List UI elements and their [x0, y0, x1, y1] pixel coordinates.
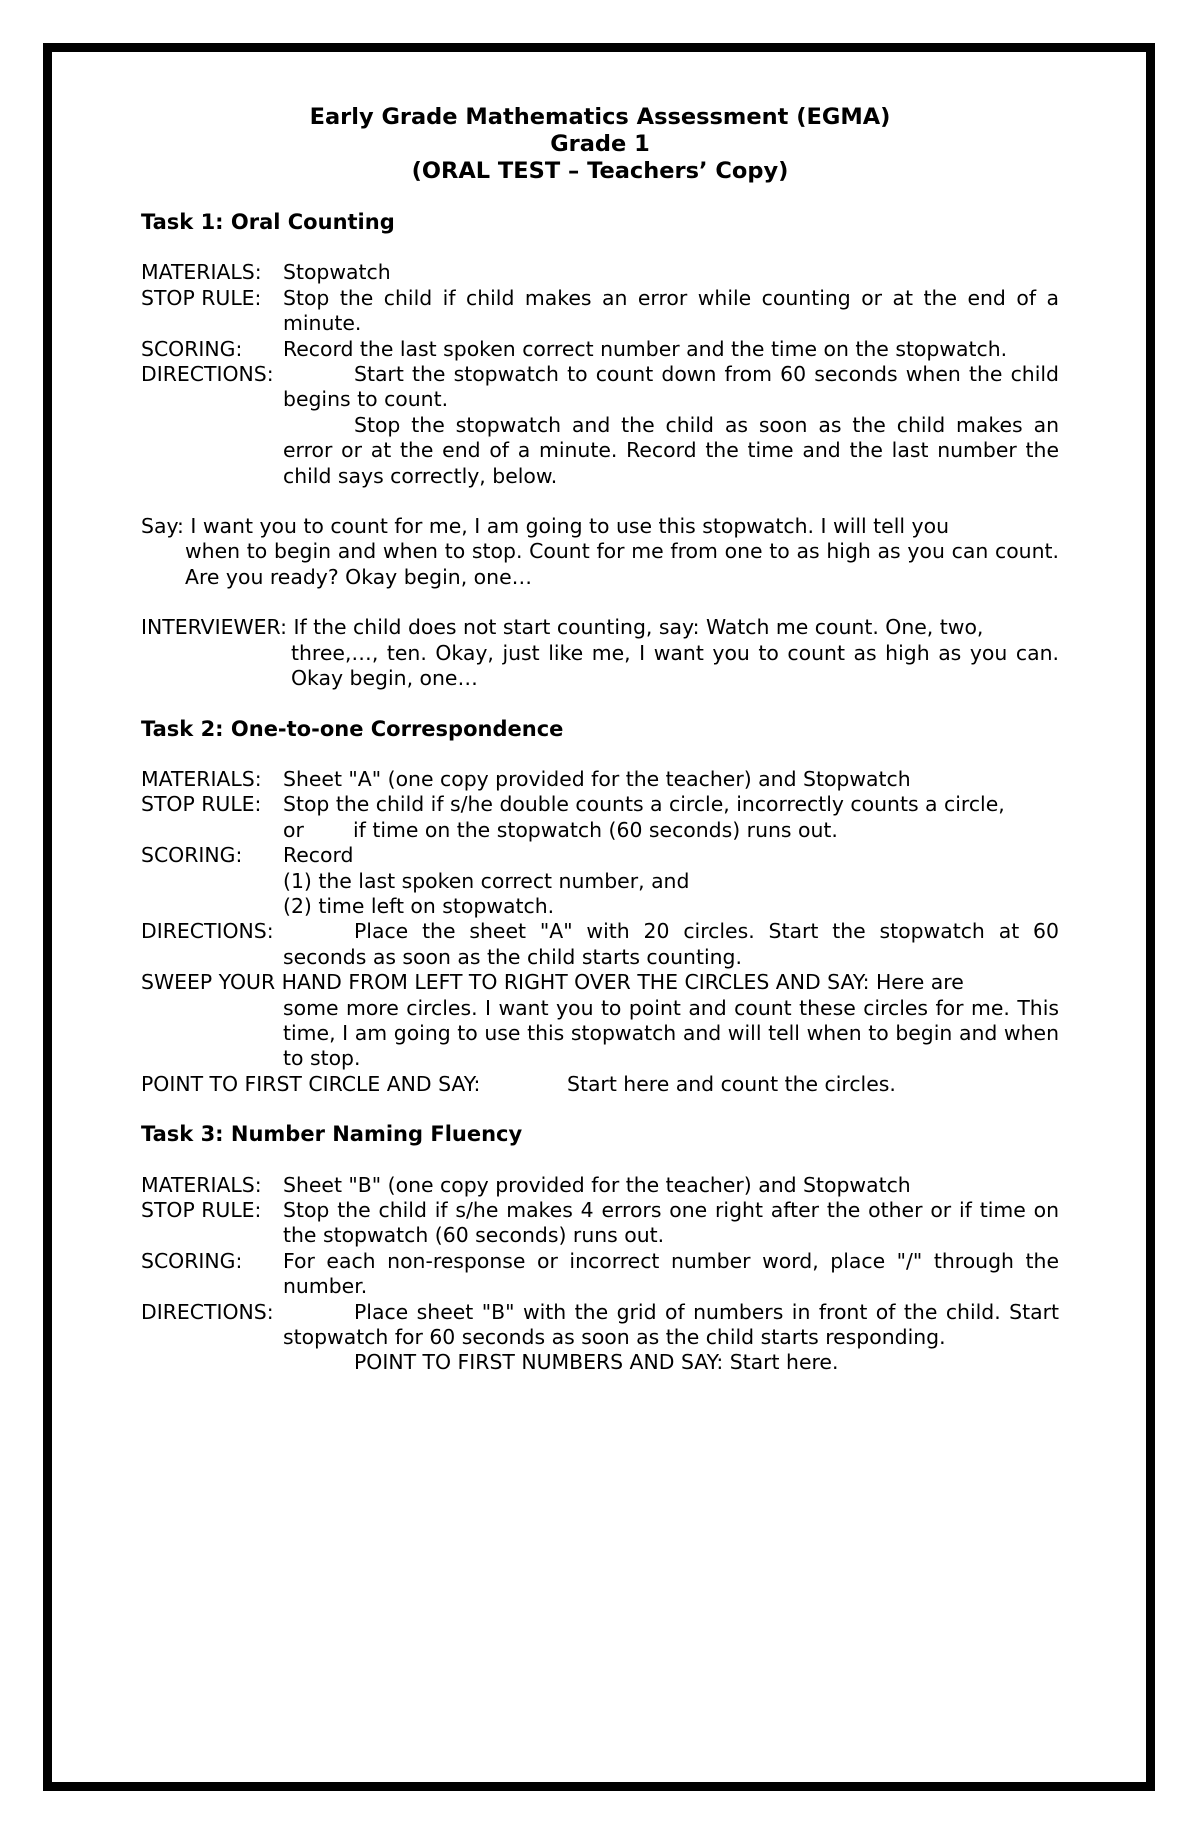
directions-label: DIRECTIONS: — [141, 362, 274, 387]
scoring-value: Record — [283, 843, 354, 868]
document-title — [141, 104, 1059, 185]
document-body — [141, 104, 1059, 1376]
scoring-label: SCORING: — [141, 843, 243, 868]
materials-value: Sheet "B" (one copy provided for the teacher) and Stopwatch — [283, 1172, 911, 1197]
task1-scoring — [141, 337, 1059, 362]
task1-heading: Task 1: Oral Counting — [141, 210, 395, 234]
stop-rule-or: or — [283, 817, 304, 842]
task1-say-continuation: when to begin and when to stop. Count for me from one to as high as you can count. Are you ready? Okay begin, one… — [185, 539, 1059, 589]
stop-rule-line-2: if time on the stopwatch (60 seconds) runs out. — [353, 817, 838, 842]
scoring-label: SCORING: — [141, 1248, 243, 1273]
scoring-item-2: (2) time left on stopwatch. — [283, 893, 555, 918]
title-line-3: (ORAL TEST – Teachers’ Copy) — [411, 158, 789, 184]
title-line-2: Grade 1 — [550, 131, 650, 157]
materials-value: Stopwatch — [283, 260, 391, 285]
materials-label: MATERIALS: — [141, 260, 262, 285]
task1-stop-rule — [141, 286, 1059, 337]
materials-label: MATERIALS: — [141, 1172, 262, 1197]
stop-rule-value: Stop the child if child makes an error while counting or at the end of a minute. — [283, 285, 1059, 336]
stop-rule-label: STOP RULE: — [141, 792, 262, 817]
task1-materials — [141, 260, 1059, 285]
materials-label: MATERIALS: — [141, 766, 262, 791]
task2-materials — [141, 767, 1059, 792]
directions-label: DIRECTIONS: — [141, 1299, 274, 1324]
stop-rule-line-1: Stop the child if s/he double counts a circle, incorrectly counts a circle, — [283, 792, 1005, 817]
scoring-value: For each non-response or incorrect number word, place "/" through the number. — [283, 1248, 1059, 1299]
task3-heading: Task 3: Number Naming Fluency — [141, 1122, 523, 1147]
title-line-1: Early Grade Mathematics Assessment (EGMA) — [309, 104, 891, 130]
point-label: POINT TO FIRST CIRCLE AND SAY: — [141, 1071, 481, 1096]
point-value: Start here and count the circles. — [567, 1071, 896, 1096]
materials-value: Sheet "A" (one copy provided for the teacher) and Stopwatch — [283, 766, 911, 791]
task2-scoring — [141, 843, 1059, 919]
point-instruction: POINT TO FIRST NUMBERS AND SAY: Start here. — [354, 1350, 839, 1375]
directions-paragraph: Place the sheet "A" with 20 circles. Start the stopwatch at 60 seconds as soon as the child starts counting. — [283, 919, 1059, 969]
task3-stop-rule — [141, 1198, 1059, 1249]
directions-paragraph-1: Start the stopwatch to count down from 60 seconds when the child begins to count. — [283, 362, 1059, 412]
stop-rule-value: Stop the child if s/he makes 4 errors one right after the other or if time on the stopwatch (60 seconds) runs out. — [283, 1198, 1059, 1248]
task1-directions — [141, 362, 1059, 489]
directions-paragraph: Place sheet "B" with the grid of numbers in front of the child. Start stopwatch for 60 seconds as soon as the child starts responding. — [283, 1299, 1059, 1350]
directions-paragraph-2: Stop the stopwatch and the child as soon as the child makes an error or at the end of a minute. Record the time and the last number the child says correctly, below. — [283, 412, 1059, 488]
scoring-label: SCORING: — [141, 336, 243, 361]
scoring-value: Record the last spoken correct number and the time on the stopwatch. — [283, 336, 1008, 361]
stop-rule-label: STOP RULE: — [141, 285, 262, 310]
task1-say-line: Say: I want you to count for me, I am going to use this stopwatch. I will tell you — [141, 514, 949, 539]
task3-scoring — [141, 1249, 1059, 1300]
directions-label: DIRECTIONS: — [141, 919, 274, 944]
task2-directions — [141, 919, 1059, 970]
stop-rule-label: STOP RULE: — [141, 1198, 262, 1222]
task3-directions — [141, 1300, 1059, 1376]
task3-materials — [141, 1173, 1059, 1198]
task1-interviewer-continuation: three,…, ten. Okay, just like me, I want you to count as high as you can. Okay begin, one… — [291, 640, 1059, 691]
task2-point-instruction — [141, 1072, 1059, 1097]
scoring-item-1: (1) the last spoken correct number, and — [283, 868, 690, 893]
task2-stop-rule — [141, 792, 1059, 843]
task2-heading: Task 2: One-to-one Correspondence — [141, 716, 564, 741]
task2-sweep-line: SWEEP YOUR HAND FROM LEFT TO RIGHT OVER THE CIRCLES AND SAY: Here are — [141, 970, 964, 995]
task2-sweep-continuation: some more circles. I want you to point and count these circles for me. This time, I am going to use this stopwatch and will tell when to begin and when to stop. — [283, 995, 1059, 1071]
task1-interviewer-line: INTERVIEWER: If the child does not start counting, say: Watch me count. One, two, — [141, 615, 984, 640]
